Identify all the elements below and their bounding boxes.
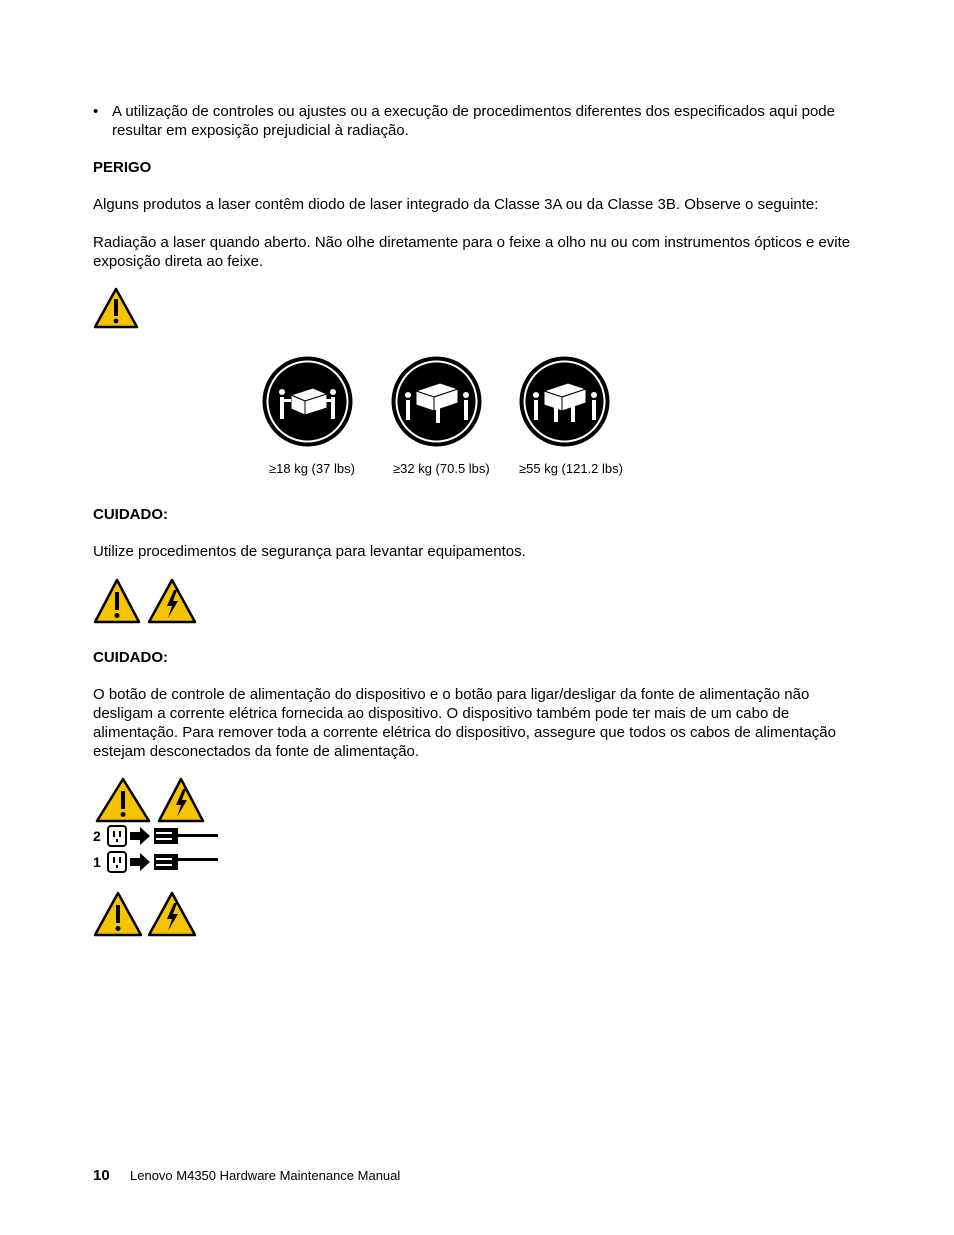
lift-label-32kg: ≥32 kg (70.5 lbs) [393, 461, 490, 476]
power-cord-number-2: 2 [93, 828, 101, 844]
power-cord-number-1: 1 [93, 854, 101, 870]
warning-triangle-icon [93, 578, 141, 624]
warning-triangle-icon [93, 777, 153, 823]
bullet-symbol: • [93, 103, 99, 120]
lift-label-18kg: ≥18 kg (37 lbs) [269, 461, 355, 476]
danger-paragraph-2: Radiação a laser quando aberto. Não olhe diretamente para o feixe a olho nu ou com instrumentos ópticos e evite exposição direta ao feixe. [93, 234, 851, 270]
caution-heading-1: CUIDADO: [93, 506, 168, 523]
caution-heading-2: CUIDADO: [93, 649, 168, 666]
warning-triangle-icon [93, 287, 139, 329]
page-number: 10 [93, 1167, 110, 1184]
electrical-hazard-icon [157, 777, 205, 823]
electrical-hazard-icon [147, 578, 197, 624]
power-cord-unplug-icon [106, 849, 220, 875]
lift-three-person-icon [390, 355, 483, 448]
caution-text-2: O botão de controle de alimentação do dispositivo e o botão para ligar/desligar da fonte de alimentação não desligam a corrente elétrica fornecida ao dispositivo. O dispositivo também pode ter mais de um cabo de alimentação. Para remover toda a corrente elétrica do dispositivo, assegure que todos os cabos de alimentação estejam desconectados da fonte de alimentação. [93, 686, 836, 760]
footer-title: Lenovo M4350 Hardware Maintenance Manual [130, 1168, 401, 1183]
lift-label-55kg: ≥55 kg (121.2 lbs) [519, 461, 623, 476]
lift-four-person-icon [518, 355, 611, 448]
lift-two-person-icon [261, 355, 354, 448]
power-cord-unplug-icon [106, 823, 220, 849]
danger-paragraph-1: Alguns produtos a laser contêm diodo de laser integrado da Classe 3A ou da Classe 3B. Observe o seguinte: [93, 196, 819, 213]
bullet-text: A utilização de controles ou ajustes ou a execução de procedimentos diferentes dos especificados aqui pode resultar em exposição prejudicial à radiação. [112, 103, 835, 139]
electrical-hazard-icon [147, 891, 197, 937]
danger-heading: PERIGO [93, 159, 152, 176]
caution-text-1: Utilize procedimentos de segurança para levantar equipamentos. [93, 543, 526, 560]
warning-triangle-icon [93, 891, 143, 937]
